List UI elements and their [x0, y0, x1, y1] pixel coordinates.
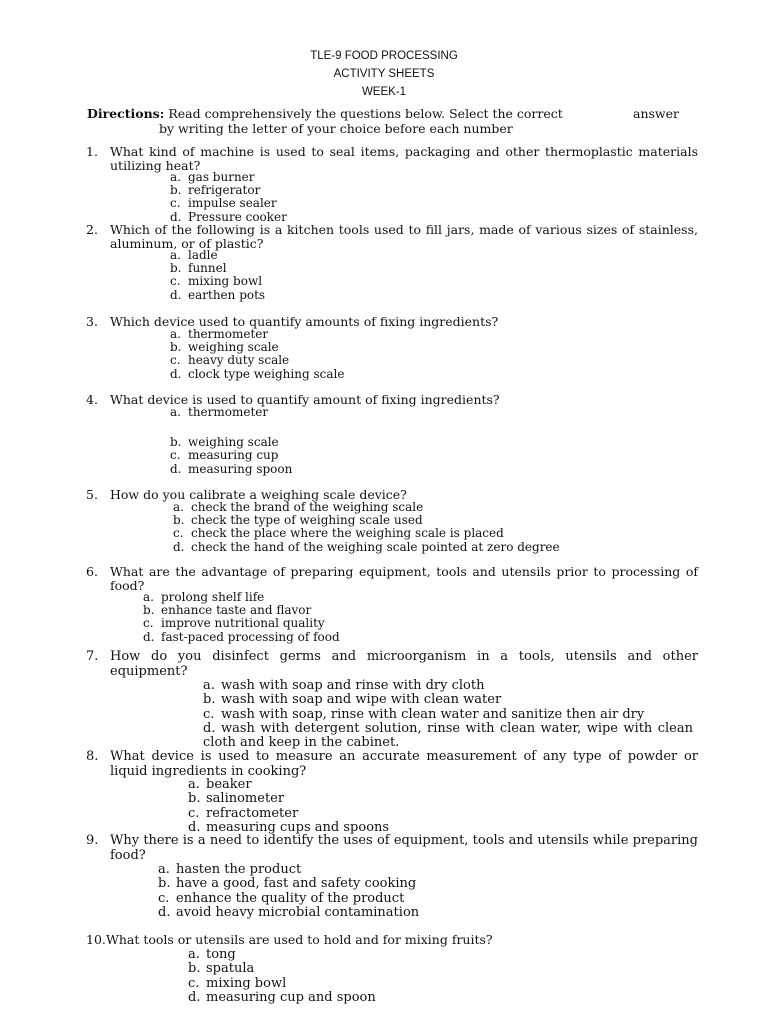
question-number: 6.: [86, 564, 98, 579]
question-number: 10.: [86, 932, 106, 947]
option-a: a. gas burner: [170, 170, 255, 184]
question-8: [86, 750, 698, 779]
question-text: What device is used to measure an accurate measurement of any type of powder or liquid ingredients in cooking?: [110, 749, 698, 779]
question-4-options: [170, 406, 292, 476]
option-d: d. Pressure cooker: [170, 209, 287, 224]
question-9: [86, 834, 698, 863]
question-number: 5.: [86, 487, 98, 502]
option-d: d. clock type weighing scale: [170, 366, 345, 381]
document-title: TLE-9 FOOD PROCESSING: [310, 50, 458, 62]
option-b: b. have a good, fast and safety cooking: [158, 876, 417, 892]
directions-text-line2: by writing the letter of your choice before each number: [159, 121, 513, 136]
question-text: Why there is a need to identify the uses of equipment, tools and utensils while preparing food?: [110, 833, 698, 863]
question-10: [86, 933, 698, 947]
question-8-options: [188, 778, 389, 835]
option-d: d. measuring cup and spoon: [188, 989, 376, 1005]
option-c: c. mixing bowl: [170, 274, 263, 289]
question-3-options: [170, 328, 344, 381]
question-text: Which device used to quantify amounts of fixing ingredients?: [110, 314, 499, 329]
question-number: 3.: [86, 314, 98, 329]
question-text: What tools or utensils are used to hold and for mixing fruits?: [106, 932, 493, 947]
question-number: 4.: [86, 392, 98, 407]
option-d: d. wash with detergent solution, rinse with clean water, wipe with clean cloth and keep in the cabinet.: [203, 720, 693, 751]
option-b: b. weighing scale: [170, 340, 279, 355]
option-a: a. thermometer: [170, 327, 269, 341]
option-a: a. wash with soap and rinse with dry cloth: [203, 678, 485, 693]
option-b: b. check the type of weighing scale used: [173, 513, 423, 528]
question-1: [86, 145, 698, 173]
option-a: a. thermometer: [170, 405, 269, 419]
option-b: b. weighing scale: [170, 435, 279, 450]
question-text: What kind of machine is used to seal items, packaging and other thermoplastic materials utilizing heat?: [110, 144, 698, 173]
option-b: b. salinometer: [188, 791, 285, 807]
document-week: WEEK-1: [361, 86, 407, 98]
option-d: d. measuring spoon: [170, 461, 293, 476]
option-c: c. refractometer: [188, 805, 299, 821]
directions-block: [87, 106, 697, 136]
option-d: d. earthen pots: [170, 287, 266, 302]
option-c: c. enhance the quality of the product: [158, 890, 405, 906]
option-c: c. measuring cup: [170, 448, 279, 463]
directions-label: Directions:: [87, 106, 165, 121]
option-a: a. hasten the product: [158, 862, 302, 877]
question-2: [86, 223, 698, 251]
question-text: What are the advantage of preparing equipment, tools and utensils prior to processing of food?: [110, 564, 698, 593]
question-text: What device is used to quantify amount of fixing ingredients?: [110, 392, 500, 407]
option-b: b. funnel: [170, 261, 227, 276]
question-6: [86, 565, 698, 593]
option-d: d. measuring cups and spoons: [188, 819, 390, 835]
option-a: a. prolong shelf life: [143, 590, 265, 604]
question-number: 7.: [86, 649, 99, 664]
question-7-options: [203, 679, 693, 750]
option-d: d. check the hand of the weighing scale pointed at zero degree: [173, 539, 560, 554]
option-c: c. wash with soap, rinse with clean water and sanitize then air dry: [203, 706, 645, 722]
question-text: Which of the following is a kitchen tools used to fill jars, made of various sizes of stainless, aluminum, or of plastic?: [110, 222, 698, 251]
directions-text-line1: Read comprehensively the questions below. Select the correct: [168, 106, 563, 121]
option-c: c. heavy duty scale: [170, 353, 290, 368]
option-c: c. improve nutritional quality: [143, 616, 325, 631]
question-6-options: [143, 591, 340, 644]
option-b: b. refrigerator: [170, 183, 261, 198]
option-b: b. spatula: [188, 961, 255, 977]
option-c: c. impulse sealer: [170, 196, 277, 211]
question-10-options: [188, 948, 376, 1005]
question-2-options: [170, 249, 265, 302]
option-a: a. check the brand of the weighing scale: [173, 500, 424, 514]
question-text: How do you calibrate a weighing scale device?: [110, 487, 407, 502]
question-number: 9.: [86, 833, 99, 848]
option-a: a. ladle: [170, 248, 218, 262]
option-d: d. avoid heavy microbial contamination: [158, 904, 420, 920]
question-number: 2.: [86, 222, 98, 237]
question-7: [86, 650, 698, 679]
option-a: a. tong: [188, 947, 236, 962]
question-number: 8.: [86, 749, 99, 764]
question-number: 1.: [86, 144, 98, 159]
option-c: c. check the place where the weighing scale is placed: [173, 526, 504, 541]
question-1-options: [170, 171, 287, 224]
question-text: How do you disinfect germs and microorganism in a tools, utensils and other equipment?: [110, 649, 698, 679]
option-a: a. beaker: [188, 777, 252, 792]
option-b: b. enhance taste and flavor: [143, 603, 312, 618]
document-subtitle: ACTIVITY SHEETS: [333, 68, 435, 80]
option-b: b. wash with soap and wipe with clean water: [203, 692, 502, 708]
question-9-options: [158, 863, 419, 920]
directions-text-tail: answer: [633, 106, 679, 121]
question-5-options: [173, 501, 560, 554]
option-d: d. fast-paced processing of food: [143, 629, 340, 644]
option-c: c. mixing bowl: [188, 975, 287, 991]
